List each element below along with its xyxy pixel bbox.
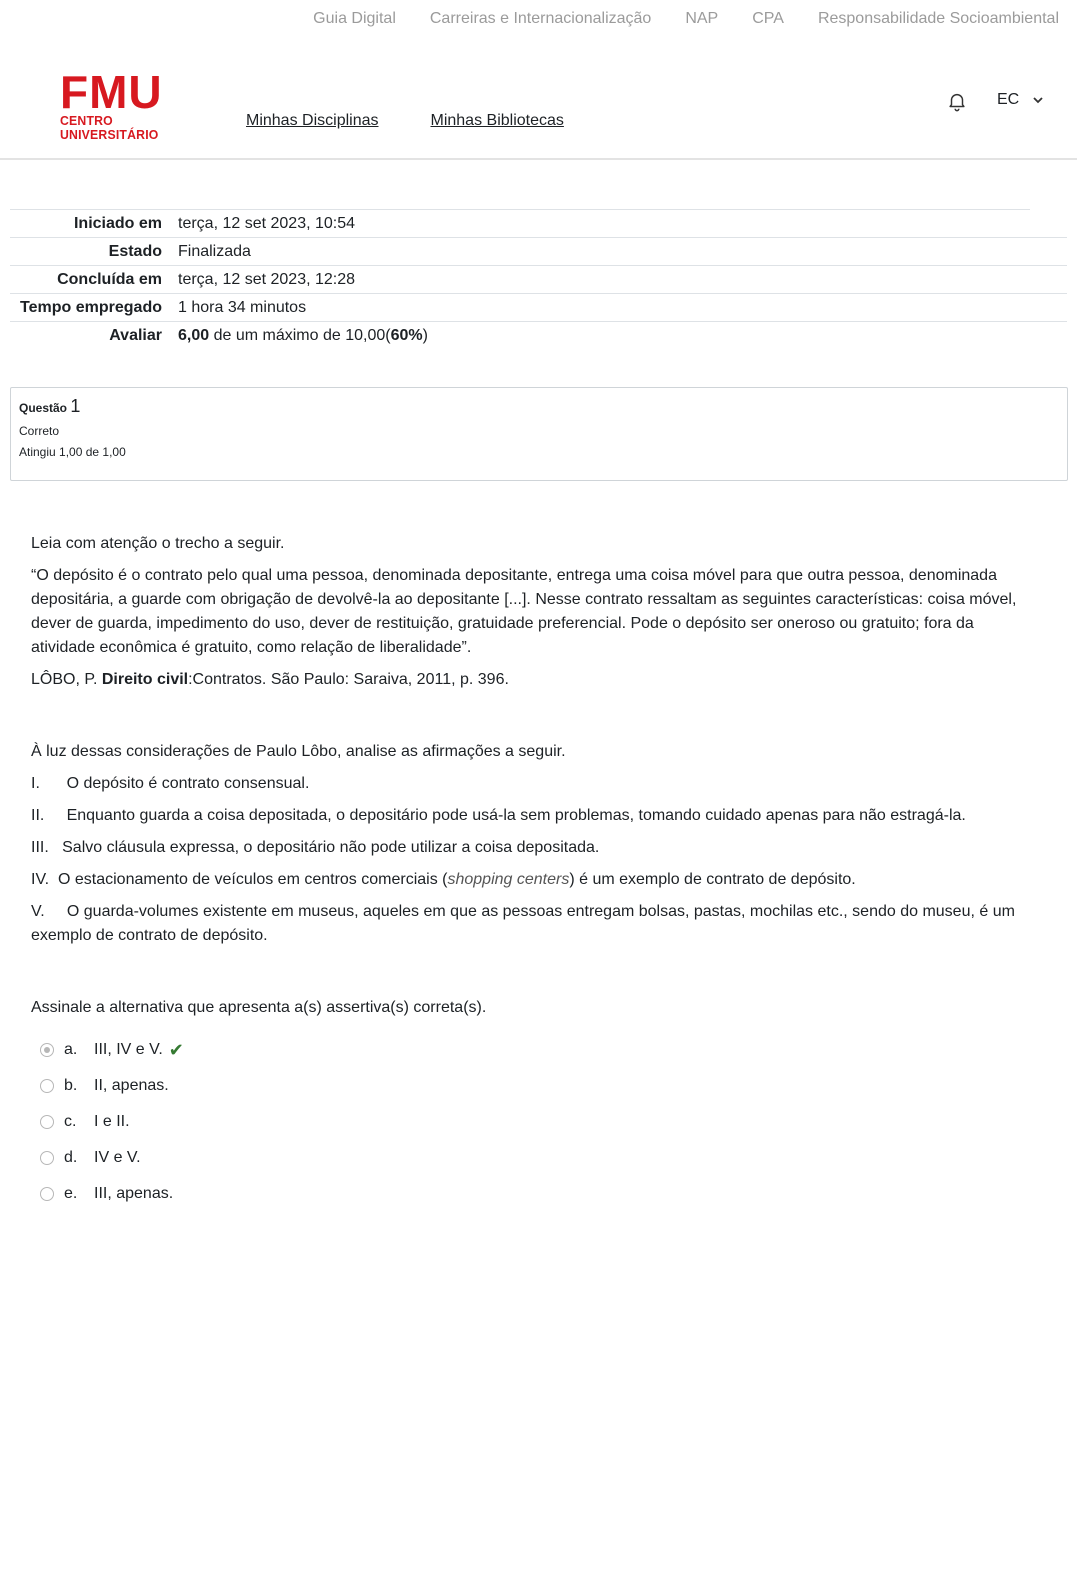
check-icon: ✔ <box>168 1039 184 1060</box>
attempt-summary <box>10 209 1067 349</box>
summary-row-concluida <box>10 265 1067 293</box>
logo-main: FMU <box>60 66 163 118</box>
radio-button[interactable] <box>40 1187 54 1201</box>
user-menu[interactable] <box>997 91 1043 109</box>
answer-options <box>40 1032 184 1212</box>
score-percent: 60% <box>390 327 423 344</box>
chevron-down-icon <box>1033 96 1043 104</box>
answer-option-c[interactable] <box>40 1104 184 1140</box>
summary-label: Concluída em <box>57 271 162 288</box>
answer-letter: b. <box>64 1077 78 1094</box>
summary-value: terça, 12 set 2023, 12:28 <box>178 271 356 288</box>
link-cpa[interactable]: CPA <box>752 10 784 27</box>
radio-button[interactable] <box>40 1151 54 1165</box>
link-guia-digital[interactable]: Guia Digital <box>313 10 396 27</box>
top-links <box>313 10 1059 28</box>
header <box>0 50 1077 160</box>
answer-letter: d. <box>64 1149 78 1166</box>
summary-row-iniciado <box>10 209 1030 237</box>
summary-label: Tempo empregado <box>20 299 162 316</box>
main-nav <box>246 112 564 130</box>
question-info <box>10 387 1068 481</box>
answer-option-d[interactable] <box>40 1140 184 1176</box>
lead-text: À luz dessas considerações de Paulo Lôbo, analise as afirmações a seguir. <box>31 743 566 760</box>
score: 6,00 <box>178 327 210 344</box>
link-responsabilidade[interactable]: Responsabilidade Socioambiental <box>817 10 1059 27</box>
answer-option-b[interactable] <box>40 1068 184 1104</box>
summary-value <box>178 326 428 346</box>
statement-4-b: ) é um exemplo de contrato de depósito. <box>569 871 856 888</box>
fmu-logo[interactable] <box>60 66 200 142</box>
statement-3: III. Salvo cláusula expressa, o depositário não pode utilizar a coisa depositada. <box>31 839 600 856</box>
score-close: ) <box>422 327 428 344</box>
radio-button[interactable] <box>40 1115 54 1129</box>
reference <box>31 668 1041 692</box>
answer-text: III, IV e V. <box>94 1041 163 1058</box>
question-text <box>31 532 1041 1028</box>
summary-row-avaliar <box>10 321 1067 349</box>
statement-1: I. O depósito é contrato consensual. <box>31 775 310 792</box>
statement-4 <box>31 868 1041 892</box>
summary-label: Avaliar <box>109 327 162 344</box>
answer-option-a[interactable] <box>40 1032 184 1068</box>
answer-letter: c. <box>64 1113 77 1130</box>
answer-letter: e. <box>64 1185 78 1202</box>
ref-title: Direito civil <box>101 671 189 688</box>
summary-label: Estado <box>108 243 162 260</box>
prompt-text: Assinale a alternativa que apresenta a(s) assertiva(s) correta(s). <box>31 999 487 1016</box>
answer-text: II, apenas. <box>94 1077 169 1094</box>
summary-row-tempo <box>10 293 1067 321</box>
statement-2: II. Enquanto guarda a coisa depositada, o depositário pode usá-la sem problemas, tomando cuidado apenas para não estragá-la. <box>31 807 966 824</box>
answer-letter: a. <box>64 1041 78 1058</box>
summary-value: 1 hora 34 minutos <box>178 299 307 316</box>
summary-value: terça, 12 set 2023, 10:54 <box>178 215 356 232</box>
bell-icon[interactable] <box>946 90 968 112</box>
nav-minhas-bibliotecas[interactable]: Minhas Bibliotecas <box>430 112 564 129</box>
question-prefix: Questão <box>19 401 68 415</box>
logo-sub: CENTRO UNIVERSITÁRIO <box>60 114 159 142</box>
statement-4-em: shopping centers <box>447 871 570 888</box>
summary-label: Iniciado em <box>73 215 162 232</box>
answer-text: IV e V. <box>94 1149 141 1166</box>
score-text: de um máximo de 10,00( <box>209 327 391 344</box>
radio-button[interactable] <box>40 1079 54 1093</box>
ref-author: LÔBO, P. <box>31 671 102 688</box>
nav-minhas-disciplinas[interactable]: Minhas Disciplinas <box>246 112 379 129</box>
link-nap[interactable]: NAP <box>685 10 719 27</box>
link-carreiras[interactable]: Carreiras e Internacionalização <box>429 10 652 27</box>
statement-4-a: IV. O estacionamento de veículos em centros comerciais ( <box>31 871 448 888</box>
answer-text: III, apenas. <box>94 1185 174 1202</box>
question-number <box>19 396 1059 417</box>
intro-text: Leia com atenção o trecho a seguir. <box>31 535 285 552</box>
question-status: Correto <box>19 424 60 438</box>
ref-rest: :Contratos. São Paulo: Saraiva, 2011, p. 396. <box>188 671 509 688</box>
user-initials: EC <box>997 91 1020 108</box>
question-num: 1 <box>70 396 81 416</box>
radio-button[interactable] <box>40 1043 54 1057</box>
answer-option-e[interactable] <box>40 1176 184 1212</box>
quote-text: “O depósito é o contrato pelo qual uma pessoa, denominada depositante, entrega uma coisa móvel para que outra pessoa, denominada depositária, a guarde com obrigação de devolvê-la ao depositante [...]. Nesse contrato ressaltam as seguintes características: coisa móvel, dever de guarda, impedimento do uso, dever de restituição, gratuidade preferencial. Pode o depósito ser oneroso ou gratuito; fora da atividade econômica é gratuito, como relação de liberalidade”. <box>31 567 1017 656</box>
statement-5: V. O guarda-volumes existente em museus, aqueles em que as pessoas entregam bolsas, pastas, mochilas etc., sendo do museu, é um exemplo de contrato de depósito. <box>31 903 1020 944</box>
summary-row-estado <box>10 237 1067 265</box>
summary-value: Finalizada <box>178 243 251 260</box>
answer-text: I e II. <box>94 1113 130 1130</box>
question-grade: Atingiu 1,00 de 1,00 <box>19 445 126 459</box>
